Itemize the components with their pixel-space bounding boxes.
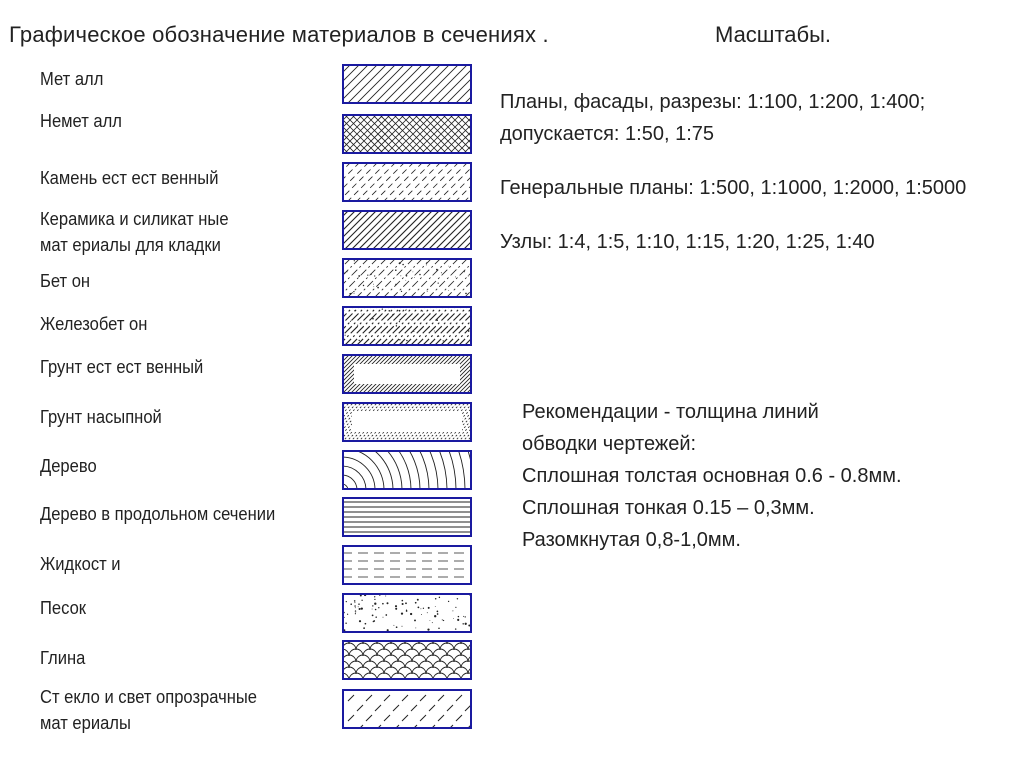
hatch-swatch-ceramic	[342, 210, 472, 250]
scales-title: Масштабы.	[715, 22, 832, 47]
hatch-swatch-concrete	[342, 258, 472, 298]
hatch-swatch-natural-soil	[342, 354, 472, 394]
recommendations-line: Разомкнутая 0,8-1,0мм.	[522, 529, 741, 551]
hatch-swatch-wood	[342, 450, 472, 490]
scales-section	[500, 86, 1020, 258]
hatch-swatch-wood-longitudinal	[342, 497, 472, 537]
material-label-clay: Глина	[40, 648, 86, 668]
material-label-concrete: Бет он	[40, 271, 91, 291]
hatch-swatch-liquids	[342, 545, 472, 585]
page-title: Графическое обозначение материалов в сечениях .	[9, 22, 549, 47]
recommendations-line: Сплошная толстая основная 0.6 - 0.8мм.	[522, 465, 902, 487]
material-label-natural-stone: Камень ест ест венный	[40, 168, 219, 188]
material-label-natural-soil: Грунт ест ест венный	[40, 357, 204, 377]
hatch-swatch-natural-stone	[342, 162, 472, 202]
hatch-swatch-fill-soil	[342, 402, 472, 442]
material-label-fill-soil: Грунт насыпной	[40, 407, 162, 427]
hatch-swatch-sand	[342, 593, 472, 633]
material-label-liquids: Жидкост и	[40, 554, 121, 574]
hatch-swatch-metal	[342, 64, 472, 104]
scales-plans: Планы, фасады, разрезы: 1:100, 1:200, 1:400; допускается: 1:50, 1:75	[500, 91, 926, 145]
material-label-sand: Песок	[40, 598, 87, 618]
recommendations-line: Рекомендации - толщина линий	[522, 401, 819, 423]
material-label-glass: Ст екло и свет опрозрачные мат ериалы	[40, 687, 257, 733]
hatch-swatch-clay	[342, 640, 472, 680]
material-label-wood-longitudinal: Дерево в продольном сечении	[40, 504, 276, 524]
material-label-reinforced-concrete: Железобет он	[40, 314, 148, 334]
scales-general-plans: Генеральные планы: 1:500, 1:1000, 1:2000, 1:5000	[500, 177, 967, 199]
recommendations-section	[522, 396, 1022, 556]
material-label-wood: Дерево	[40, 456, 97, 476]
material-label-nonmetal: Немет алл	[40, 111, 122, 131]
recommendations-line: обводки чертежей:	[522, 433, 697, 455]
hatch-swatch-nonmetal	[342, 114, 472, 154]
material-label-ceramic: Керамика и силикат ные мат ериалы для кладки	[40, 209, 229, 255]
hatch-swatch-reinforced-concrete	[342, 306, 472, 346]
recommendations-line: Сплошная тонкая 0.15 – 0,3мм.	[522, 497, 815, 519]
hatch-swatch-glass	[342, 689, 472, 729]
material-label-metal: Мет алл	[40, 69, 104, 89]
scales-nodes: Узлы: 1:4, 1:5, 1:10, 1:15, 1:20, 1:25, 1:40	[500, 231, 875, 253]
